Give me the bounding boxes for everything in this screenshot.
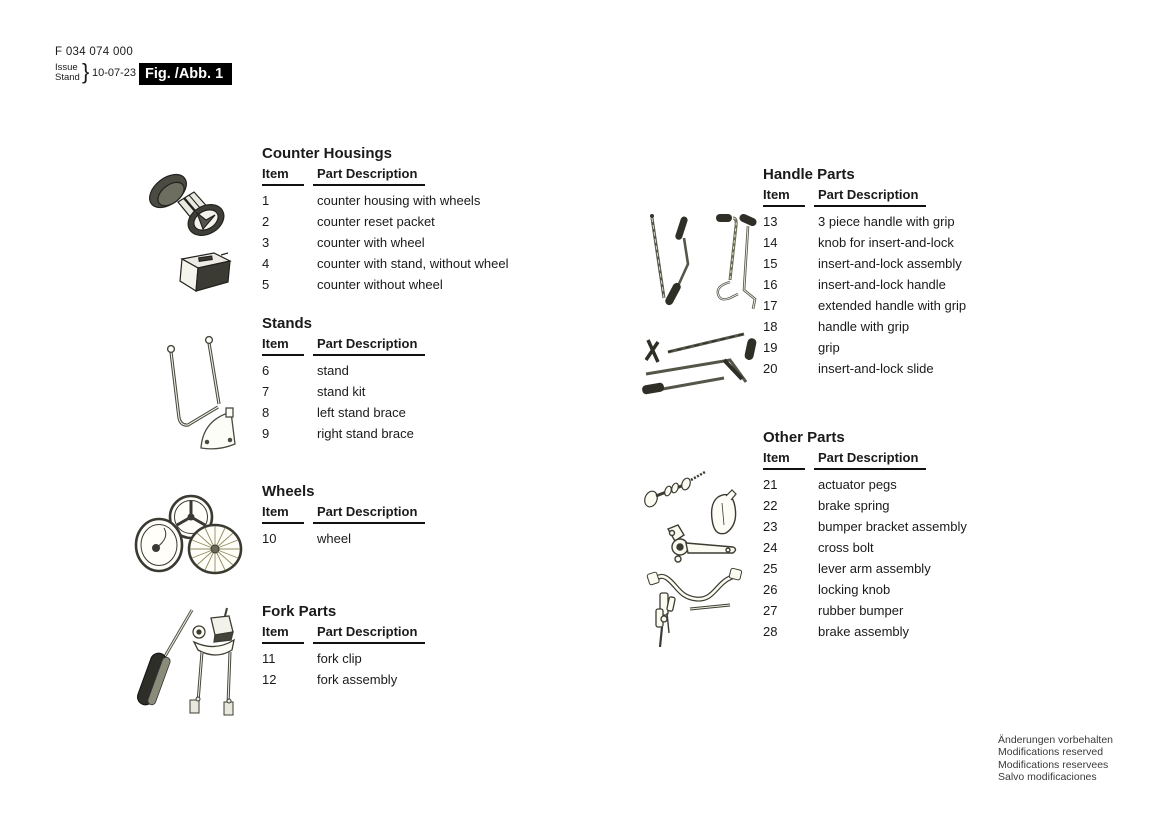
fork-parts-illustration [128,600,248,720]
table-row [763,621,1053,642]
item-number: 24 [763,540,778,555]
handle-parts-illustration [638,202,758,397]
item-number: 27 [763,603,778,618]
table-column-header [262,337,552,356]
table-row [763,495,1053,516]
table-row [763,516,1053,537]
table-row [262,253,552,274]
stand-drawing [148,328,243,458]
item-number: 14 [763,235,778,250]
column-header-item: Item [262,625,304,644]
column-header-item: Item [262,167,304,186]
part-description: handle with grip [818,319,910,334]
section-other-parts [763,430,1053,642]
item-number: 16 [763,277,778,292]
table-row [262,190,552,211]
item-number: 3 [262,235,270,250]
part-description: lever arm assembly [818,561,931,576]
item-number: 25 [763,561,778,576]
modifications-notice [998,734,1113,784]
other-parts-illustration [638,463,763,653]
part-description: counter housing with wheels [317,193,481,208]
table-row [763,253,1053,274]
part-description: stand kit [317,384,366,399]
counter-housing-illustration [138,158,243,298]
table-column-header [262,505,552,524]
fork-drawing [128,600,248,720]
part-description: brake assembly [818,624,910,639]
part-description: cross bolt [818,540,874,555]
item-number: 1 [262,193,270,208]
part-description: actuator pegs [818,477,897,492]
column-header-description: Part Description [313,625,425,644]
section-title: Wheels [262,483,315,500]
brace-glyph: } [82,59,90,84]
stand-label: Stand [55,72,80,83]
notice-line: Änderungen vorbehalten [998,734,1114,746]
part-description: insert-and-lock slide [818,361,934,376]
wheels-drawing [133,492,243,577]
issue-date: 10-07-23 [92,67,137,79]
column-header-item: Item [262,505,304,524]
table-row [262,648,552,669]
table-row [262,232,552,253]
table-row [262,360,552,381]
column-header-description: Part Description [814,188,926,207]
item-number: 22 [763,498,778,513]
table-row [763,579,1053,600]
item-number: 4 [262,256,270,271]
item-number: 21 [763,477,778,492]
table-row [763,600,1053,621]
item-number: 6 [262,363,270,378]
item-number: 12 [262,672,277,687]
part-description: counter with wheel [317,235,425,250]
table-row [763,316,1053,337]
issue-label: Issue [55,62,78,73]
section-counter-housings [262,146,552,295]
table-column-header [262,625,552,644]
stand-illustration [148,328,243,458]
section-stands [262,316,552,444]
part-description: bumper bracket assembly [818,519,967,534]
item-number: 2 [262,214,270,229]
parts-table [262,190,552,295]
item-number: 7 [262,384,270,399]
handle-drawing [638,202,758,397]
item-number: 20 [763,361,778,376]
item-number: 11 [262,651,276,666]
item-number: 23 [763,519,778,534]
item-number: 15 [763,256,778,271]
column-header-description: Part Description [313,505,425,524]
part-description: fork clip [317,651,362,666]
parts-table [262,648,552,690]
issue-stand-block [55,61,145,87]
part-description: counter without wheel [317,277,443,292]
table-row [262,211,552,232]
parts-table [763,474,1053,642]
table-column-header [262,167,552,186]
item-number: 28 [763,624,778,639]
part-description: counter with stand, without wheel [317,256,509,271]
section-title: Other Parts [763,429,845,446]
table-row [763,295,1053,316]
figure-label-box [139,63,232,85]
parts-table [262,360,552,444]
part-description: stand [317,363,349,378]
figure-label: Fig. /Abb. 1 [145,66,224,82]
table-row [763,537,1053,558]
table-row [763,274,1053,295]
part-description: brake spring [818,498,890,513]
item-number: 19 [763,340,778,355]
item-number: 5 [262,277,270,292]
part-description: insert-and-lock assembly [818,256,962,271]
part-description: extended handle with grip [818,298,967,313]
table-row [763,358,1053,379]
notice-line: Modifications reservees [998,758,1109,771]
part-description: wheel [317,531,351,546]
table-row [763,211,1053,232]
column-header-description: Part Description [814,451,926,470]
table-row [262,528,552,549]
part-description: grip [818,340,840,355]
table-row [763,474,1053,495]
table-row [763,558,1053,579]
table-column-header [763,451,1053,470]
table-row [262,274,552,295]
column-header-description: Part Description [313,337,425,356]
section-title: Handle Parts [763,166,855,183]
part-description: left stand brace [317,405,406,420]
section-title: Counter Housings [262,145,392,162]
section-title: Stands [262,315,313,332]
part-description: counter reset packet [317,214,435,229]
part-description: locking knob [818,582,891,597]
item-number: 8 [262,405,270,420]
table-row [262,423,552,444]
part-description: fork assembly [317,672,398,687]
section-wheels [262,484,552,549]
section-title: Fork Parts [262,603,337,620]
item-number: 17 [763,298,778,313]
item-number: 26 [763,582,778,597]
wheels-illustration [133,492,243,577]
item-number: 10 [262,531,277,546]
section-fork-parts [262,604,552,690]
item-number: 13 [763,214,778,229]
column-header-item: Item [262,337,304,356]
part-description: right stand brace [317,426,414,441]
parts-table [262,528,552,549]
part-description: rubber bumper [818,603,904,618]
misc-parts-drawing [638,463,763,653]
table-row [763,232,1053,253]
column-header-description: Part Description [313,167,425,186]
table-row [262,669,552,690]
column-header-item: Item [763,188,805,207]
notice-line: Salvo modificaciones [998,771,1097,784]
notice-line: Modifications reserved [998,746,1104,759]
parts-table [763,211,1053,379]
table-row [262,381,552,402]
table-row [763,337,1053,358]
item-number: 9 [262,426,270,441]
part-description: 3 piece handle with grip [818,214,955,229]
table-column-header [763,188,1053,207]
table-row [262,402,552,423]
document-part-number: F 034 074 000 [55,46,134,58]
item-number: 18 [763,319,778,334]
part-description: knob for insert-and-lock [818,235,954,250]
part-description: insert-and-lock handle [818,277,946,292]
column-header-item: Item [763,451,805,470]
section-handle-parts [763,167,1053,379]
counter-with-wheels-drawing [138,158,243,298]
